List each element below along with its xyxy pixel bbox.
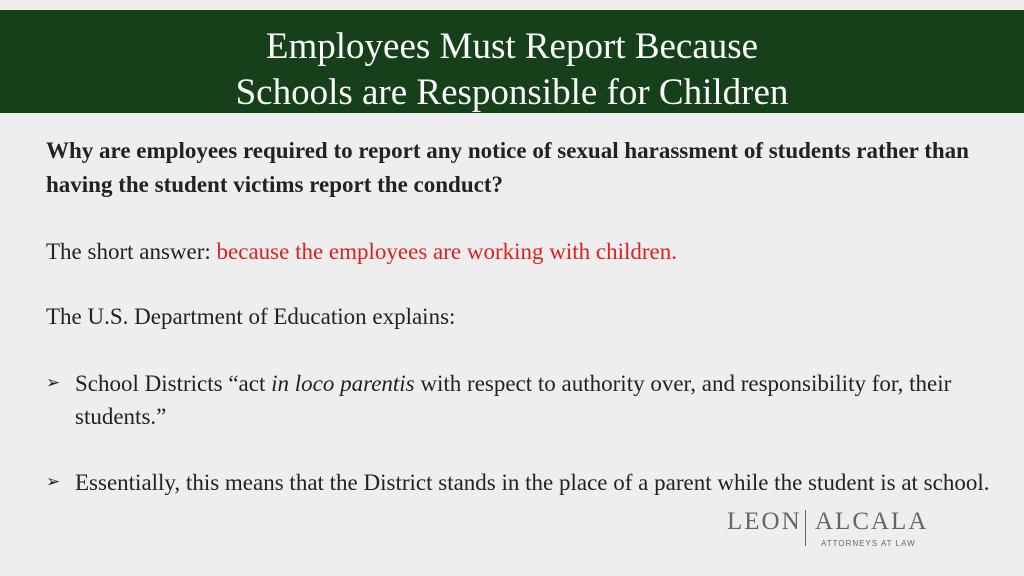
- question-text: Why are employees required to report any notice of sexual harassment of students rather than having the student victims report the conduct?: [46, 138, 969, 197]
- slide-title-line-2: Schools are Responsible for Children: [235, 72, 789, 113]
- firm-logo: [727, 508, 927, 552]
- bullet-text-start: School Districts “act: [75, 371, 272, 396]
- logo-text-right: ALCALA: [815, 508, 929, 535]
- bullet-item: [46, 466, 996, 499]
- logo-text-left: LEON: [727, 508, 802, 535]
- slide-title-line-1: Employees Must Report Because: [265, 26, 759, 67]
- short-answer-highlight: because the employees are working with children.: [216, 239, 678, 264]
- bullet-text: Essentially, this means that the District stands in the place of a parent while the student is at school.: [75, 470, 990, 495]
- slide-body: [46, 134, 996, 499]
- bullet-text-end: with respect to authority over, and responsibility for, their students.”: [75, 371, 952, 429]
- bullet-italic-phrase: in loco parentis: [271, 371, 415, 396]
- arrowhead-bullet-icon: ➢: [46, 472, 61, 492]
- arrowhead-bullet-icon: ➢: [46, 373, 61, 393]
- logo-tagline: ATTORNEYS AT LAW: [821, 539, 916, 548]
- logo-divider: [805, 510, 806, 546]
- short-answer: [46, 235, 996, 268]
- doe-intro: The U.S. Department of Education explains:: [46, 304, 456, 329]
- short-answer-label: The short answer:: [46, 239, 217, 264]
- bullet-item: [46, 367, 996, 433]
- title-bar: [0, 10, 1024, 113]
